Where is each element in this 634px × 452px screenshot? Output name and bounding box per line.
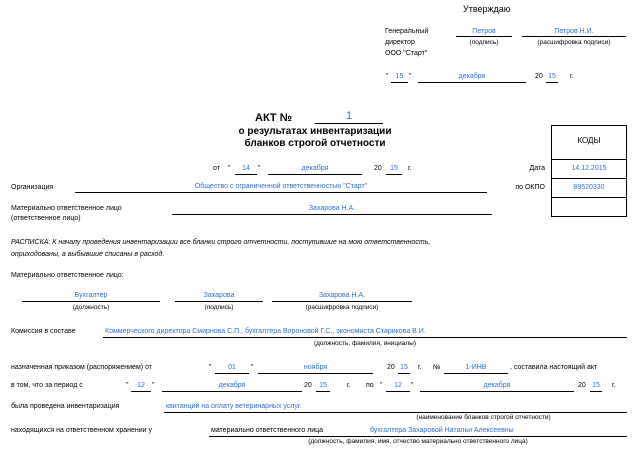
codes-okpo-cell bbox=[551, 178, 627, 198]
approval-title: Утверждаю bbox=[463, 4, 511, 14]
commission-caption: (должность, фамилия, инициалы) bbox=[313, 340, 417, 347]
period-to-year-prefix: 20 bbox=[578, 382, 586, 389]
responsible-value: Захарова Н.А. bbox=[308, 205, 356, 212]
act-title-prefix: АКТ № bbox=[255, 112, 292, 124]
act-date-day: 14 bbox=[242, 165, 250, 172]
inventory-caption: (наименование бланков строгой отчетности) bbox=[416, 414, 551, 421]
act-title-line1: о результатах инвентаризации bbox=[238, 126, 392, 137]
approval-signature-value: Петров bbox=[472, 28, 496, 35]
signatory-position-value: Бухгалтер bbox=[74, 292, 108, 299]
codes-date-cell bbox=[551, 159, 627, 179]
order-month-line bbox=[258, 373, 373, 374]
inventory-label: была проведена инвентаризация bbox=[11, 403, 120, 410]
approval-position-line2: директор bbox=[385, 39, 415, 46]
receipt-line1: РАСПИСКА: К началу проведения инвентаризации все бланки строго отчетности, поступившие на мою ответственность, bbox=[11, 239, 431, 246]
inventory-line bbox=[164, 412, 627, 413]
period-to-day: 12 bbox=[394, 382, 402, 389]
signatory-decode-caption: (расшифровка подписи) bbox=[305, 304, 379, 311]
order-q2: " bbox=[251, 364, 254, 371]
codes-date-label: Дата bbox=[529, 165, 545, 172]
receipt-line2: оприходованы, а выбывшие списаны в расход. bbox=[11, 251, 165, 258]
act-date-year: 15 bbox=[390, 165, 398, 172]
order-month: ноября bbox=[303, 364, 328, 371]
approval-decode-line bbox=[522, 36, 626, 37]
codes-okpo-label: по ОКПО bbox=[515, 184, 545, 191]
signatory-signature-value: Захарова bbox=[203, 292, 235, 299]
approval-date-suffix: г. bbox=[570, 73, 574, 80]
order-number-line bbox=[444, 373, 508, 374]
order-q1: " bbox=[209, 364, 212, 371]
order-label: назначенная приказом (распоряжением) от bbox=[11, 364, 152, 371]
signatory-decode-line bbox=[272, 301, 412, 302]
period-to-day-line bbox=[386, 391, 410, 392]
approval-decode-caption: (расшифровка подписи) bbox=[537, 39, 611, 46]
responsible-label-line2: (ответственное лицо) bbox=[11, 215, 81, 222]
codes-date-value: 14.12.2015 bbox=[571, 165, 607, 172]
order-day-line bbox=[215, 373, 249, 374]
act-date-q2: " bbox=[258, 165, 261, 172]
act-title-line2: бланков строгой отчетности bbox=[244, 138, 386, 149]
organization-label: Организация bbox=[11, 184, 54, 191]
signatory-signature-line bbox=[175, 301, 263, 302]
codes-header-cell bbox=[551, 125, 627, 160]
period-label: в том, что за период с bbox=[11, 382, 83, 389]
approval-date-year: 15 bbox=[548, 73, 556, 80]
codes-header: КОДЫ bbox=[577, 136, 601, 145]
custody-prefix: материально ответственного лица bbox=[211, 427, 324, 434]
organization-value: Общество с ограниченной ответственностью "Старт" bbox=[194, 183, 368, 190]
approval-date-year-prefix: 20 bbox=[535, 73, 543, 80]
custody-caption: (должность, фамилия, имя, отчество материально ответственного лица) bbox=[308, 438, 528, 445]
codes-okpo-value: 89520330 bbox=[573, 184, 605, 191]
order-year-prefix: 20 bbox=[387, 364, 395, 371]
commission-value: Коммерческого директора Смирнова С.П., бухгалтера Вороновой Г.С., экономиста Старикова В.И. bbox=[105, 328, 426, 335]
period-q2: " bbox=[152, 382, 155, 389]
period-q4: " bbox=[411, 382, 414, 389]
period-from-year-prefix: 20 bbox=[304, 382, 312, 389]
act-number-line bbox=[315, 123, 383, 124]
custody-label: находящихся на ответственном хранении у bbox=[11, 427, 152, 434]
act-number: 1 bbox=[345, 110, 353, 122]
signatory-position-line bbox=[22, 301, 160, 302]
order-day: 01 bbox=[228, 364, 236, 371]
act-date-suffix: г. bbox=[408, 165, 412, 172]
commission-label: Комиссия в составе bbox=[11, 328, 76, 335]
period-to-year: 15 bbox=[592, 382, 600, 389]
order-year-line bbox=[398, 373, 410, 374]
period-from-month: декабря bbox=[218, 382, 246, 389]
signatory-label: Материально ответственное лицо: bbox=[11, 272, 124, 279]
responsible-label-line1: Материально ответственное лицо bbox=[11, 205, 122, 212]
custody-value: бухгалтера Захаровой Натальи Алексеевны bbox=[370, 427, 514, 434]
period-to-month: декабря bbox=[483, 382, 511, 389]
order-year: 15 bbox=[400, 364, 408, 371]
act-date-year-line bbox=[386, 174, 402, 175]
order-num-label: № bbox=[433, 364, 441, 371]
approval-date-day: 15 bbox=[395, 73, 404, 80]
period-from-day-line bbox=[131, 391, 151, 392]
act-date-prefix: от bbox=[213, 165, 220, 172]
organization-line bbox=[75, 192, 487, 193]
order-number: 1-ИНВ bbox=[465, 364, 487, 371]
commission-line bbox=[103, 337, 627, 338]
period-from-month-line bbox=[162, 391, 302, 392]
act-date-month-line bbox=[268, 174, 362, 175]
signatory-position-caption: (должность) bbox=[72, 304, 110, 311]
signatory-decode-value: Захарова Н.А. bbox=[318, 292, 366, 299]
period-from-year-line bbox=[316, 391, 330, 392]
act-date-year-prefix: 20 bbox=[374, 165, 382, 172]
approval-position-line1: Генеральный bbox=[385, 28, 429, 35]
act-date-day-line bbox=[235, 174, 257, 175]
period-year-suffix: г. bbox=[347, 382, 351, 389]
period-to-month-line bbox=[420, 391, 574, 392]
approval-date-year-line bbox=[546, 82, 558, 83]
approval-date-q2: " bbox=[409, 73, 412, 80]
period-q1: " bbox=[126, 382, 129, 389]
approval-decode-value: Петров Н.И. bbox=[554, 28, 594, 35]
approval-position-line3: ООО "Старт" bbox=[385, 50, 428, 57]
order-tail: , составила настоящий акт bbox=[510, 364, 598, 371]
period-q3: " bbox=[380, 382, 383, 389]
inventory-value: квитанций на оплату ветеринарных услуг bbox=[166, 403, 301, 410]
codes-empty-cell bbox=[551, 197, 627, 217]
period-from-day: 12 bbox=[137, 382, 145, 389]
responsible-line bbox=[172, 214, 492, 215]
approval-date-q1: " bbox=[386, 73, 389, 80]
act-date-q1: " bbox=[228, 165, 231, 172]
approval-date-day-line bbox=[391, 82, 408, 83]
order-year-suffix: г. bbox=[418, 364, 422, 371]
approval-date-month: декабря bbox=[458, 73, 486, 80]
period-to-year-suffix: г. bbox=[612, 382, 616, 389]
period-to-year-line bbox=[590, 391, 602, 392]
custody-line bbox=[209, 436, 627, 437]
period-from-year: 15 bbox=[319, 382, 327, 389]
approval-date-month-line bbox=[418, 82, 526, 83]
period-to-label: по bbox=[366, 382, 374, 389]
approval-signature-line bbox=[456, 36, 512, 37]
act-date-month: декабря bbox=[301, 165, 329, 172]
signatory-signature-caption: (подпись) bbox=[204, 304, 234, 311]
approval-signature-caption: (подпись) bbox=[469, 39, 499, 46]
